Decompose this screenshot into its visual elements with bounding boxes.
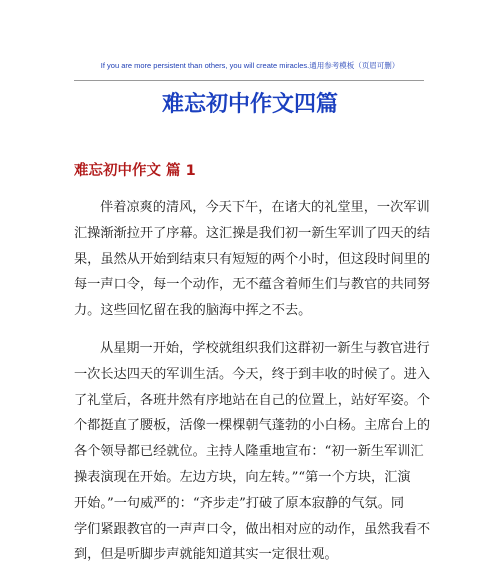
paragraph-line: 学们紧跟教官的一声声口令，做出相对应的动作，虽然我看不 xyxy=(74,521,431,537)
paragraph xyxy=(74,336,431,568)
paragraph-line: 果，虽然从开始到结束只有短短的两个小时，但这段时间里的 xyxy=(74,251,431,267)
paragraph-line: 了礼堂后，各班井然有序地站在自己的位置上，站好军姿。个 xyxy=(74,392,431,408)
page-header-text: If you are more persistent than others, you will create miracles.通用参考模板（页眉可删） xyxy=(100,61,400,70)
paragraph-line: 伴着凉爽的清风，今天下午，在诸大的礼堂里，一次军训 xyxy=(100,200,430,215)
paragraph-line: 力。这些回忆留在我的脑海中挥之不去。 xyxy=(74,303,312,319)
paragraph xyxy=(74,195,431,324)
paragraph-line: 一次长达四天的军训生活。今天，终于到丰收的时候了。进入 xyxy=(74,366,431,382)
paragraph-line: 操表演现在开始。左边方块，向左转。”“第一个方块，汇演 xyxy=(74,469,411,485)
header-divider xyxy=(74,80,424,81)
paragraph-line: 汇操渐渐拉开了序幕。这汇操是我们初一新生军训了四天的结 xyxy=(74,225,431,241)
document-title: 难忘初中作文四篇 xyxy=(161,92,338,117)
section-title: 难忘初中作文 篇 1 xyxy=(74,163,196,179)
paragraph-line: 开始。”一句威严的：“齐步走”打破了原本寂静的气氛。同 xyxy=(74,495,405,511)
paragraph-line: 到，但是听脚步声就能知道其实一定很壮观。 xyxy=(74,547,338,563)
paragraph-line: 每一声口令，每一个动作，无不蕴含着师生们与教官的共同努 xyxy=(74,277,431,293)
paragraph-line: 个都挺直了腰板，活像一棵棵朝气蓬勃的小白杨。主席台上的 xyxy=(74,418,431,434)
paragraph-line: 各个领导都已经就位。主持人隆重地宣布：“初一新生军训汇 xyxy=(74,444,424,460)
paragraph-line: 从星期一开始，学校就组织我们这群初一新生与教官进行 xyxy=(100,341,430,356)
